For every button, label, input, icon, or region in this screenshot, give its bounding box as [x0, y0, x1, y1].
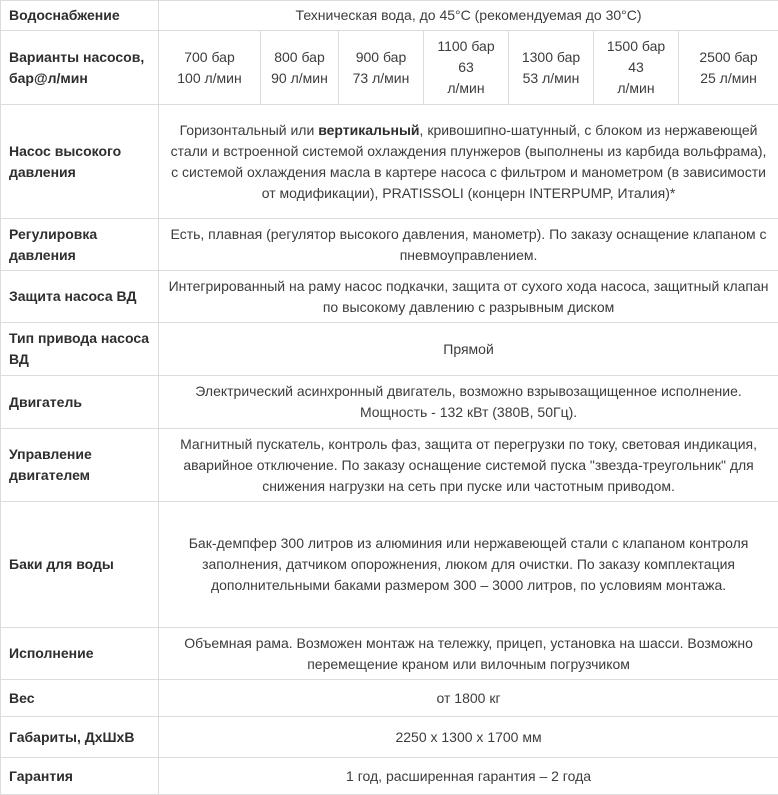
- pump-option-1500: [594, 31, 679, 105]
- row-label-tanks: Баки для воды: [1, 502, 159, 628]
- row-label-design: Исполнение: [1, 628, 159, 680]
- table-row: [1, 680, 778, 717]
- row-value-design: Объемная рама. Возможен монтаж на тележку, прицеп, установка на шасси. Возможно перемещение краном или вилочным погрузчиком: [159, 628, 778, 680]
- pump-flow: л/мин: [447, 80, 485, 96]
- pump-flow: 100 л/мин: [177, 69, 242, 86]
- pump-option-900: [339, 31, 424, 105]
- table-row: [1, 502, 778, 628]
- row-value-engine: Электрический асинхронный двигатель, возможно взрывозащищенное исполнение. Мощность - 132 кВт (380В, 50Гц).: [159, 376, 778, 429]
- table-row: [1, 758, 778, 795]
- pump-flow: л/мин: [617, 80, 655, 96]
- row-value-drive-type: Прямой: [159, 323, 778, 376]
- table-row: [1, 376, 778, 429]
- table-row: [1, 1, 778, 31]
- pump-option-700: [159, 31, 261, 105]
- table-row: [1, 271, 778, 323]
- pump-pressure: 800 бар: [274, 48, 325, 65]
- table-row: [1, 31, 778, 105]
- row-value-weight: от 1800 кг: [159, 680, 778, 717]
- table-row: [1, 628, 778, 680]
- pump-pressure: 2500 бар: [699, 48, 758, 65]
- pump-pressure: 1100 бар 63: [437, 38, 495, 75]
- pump-flow: 90 л/мин: [271, 69, 328, 86]
- row-label-pressure-reg: Регулировка давления: [1, 219, 159, 271]
- pump-pressure: 900 бар: [355, 48, 407, 65]
- row-label-water: Водоснабжение: [1, 1, 159, 31]
- row-value-engine-control: Магнитный пускатель, контроль фаз, защита от перегрузки по току, световая индикация, аварийное отключение. По заказу оснащение системой пуска "звезда-треугольник" для снижения нагрузки на сеть при пуске или частотным приводом.: [159, 429, 778, 502]
- row-value-water: Техническая вода, до 45°С (рекомендуемая до 30°С): [159, 1, 778, 31]
- pump-option-800: [261, 31, 339, 105]
- row-label-engine-control: Управление двигателем: [1, 429, 159, 502]
- hp-pump-text-start: Горизонтальный или: [179, 121, 319, 138]
- pump-pressure: 1500 бар 43: [606, 38, 666, 75]
- row-value-pressure-reg: Есть, плавная (регулятор высокого давления, манометр). По заказу оснащение клапаном с пневмоуправлением.: [159, 219, 778, 271]
- row-label-weight: Вес: [1, 680, 159, 717]
- row-value-tanks: Бак-демпфер 300 литров из алюминия или нержавеющей стали с клапаном контроля заполнения, датчиком опорожнения, люком для очистки. По заказу комплектация дополнительными баками размером 300 – 3000 литров, по условиям монтажа.: [159, 502, 778, 628]
- table-row: [1, 429, 778, 502]
- table-row: [1, 105, 778, 219]
- pump-flow: 73 л/мин: [352, 69, 410, 86]
- table-row: [1, 323, 778, 376]
- row-label-hp-pump: Насос высокого давления: [1, 105, 159, 219]
- row-label-pump-protection: Защита насоса ВД: [1, 271, 159, 323]
- row-value-dimensions: 2250 х 1300 х 1700 мм: [159, 717, 778, 758]
- table-row: [1, 219, 778, 271]
- pump-pressure: 1300 бар: [521, 48, 581, 65]
- row-value-warranty: 1 год, расширенная гарантия – 2 года: [159, 758, 778, 795]
- row-label-engine: Двигатель: [1, 376, 159, 429]
- row-value-pump-protection: Интегрированный на раму насос подкачки, защита от сухого хода насоса, защитный клапан по высокому давлению с разрывным диском: [159, 271, 778, 323]
- row-value-hp-pump: [159, 105, 778, 219]
- table-row: [1, 717, 778, 758]
- hp-pump-bold-text: вертикальный: [318, 121, 420, 138]
- pump-flow: 25 л/мин: [700, 69, 757, 86]
- hp-pump-text-end: , кривошипно-шатунный, с блоком из нержавеющей стали и встроенной системой охлаждения плунжеров (выполнены из карбида вольфрама), с системой охлаждения масла в картере насоса с фильтром и манометром (в зависимости от модификации), PRATISSOLI (концерн INTERPUMP, Италия)*: [170, 121, 767, 201]
- pump-flow: 53 л/мин: [522, 69, 580, 86]
- pump-option-2500: [679, 31, 778, 105]
- row-label-dimensions: Габариты, ДхШхВ: [1, 717, 159, 758]
- row-label-pumps: Варианты насосов, бар@л/мин: [1, 31, 159, 105]
- row-label-warranty: Гарантия: [1, 758, 159, 795]
- pump-option-1100: [424, 31, 509, 105]
- pump-pressure: 700 бар: [184, 48, 235, 65]
- pump-option-1300: [509, 31, 594, 105]
- row-label-drive-type: Тип привода насоса ВД: [1, 323, 159, 376]
